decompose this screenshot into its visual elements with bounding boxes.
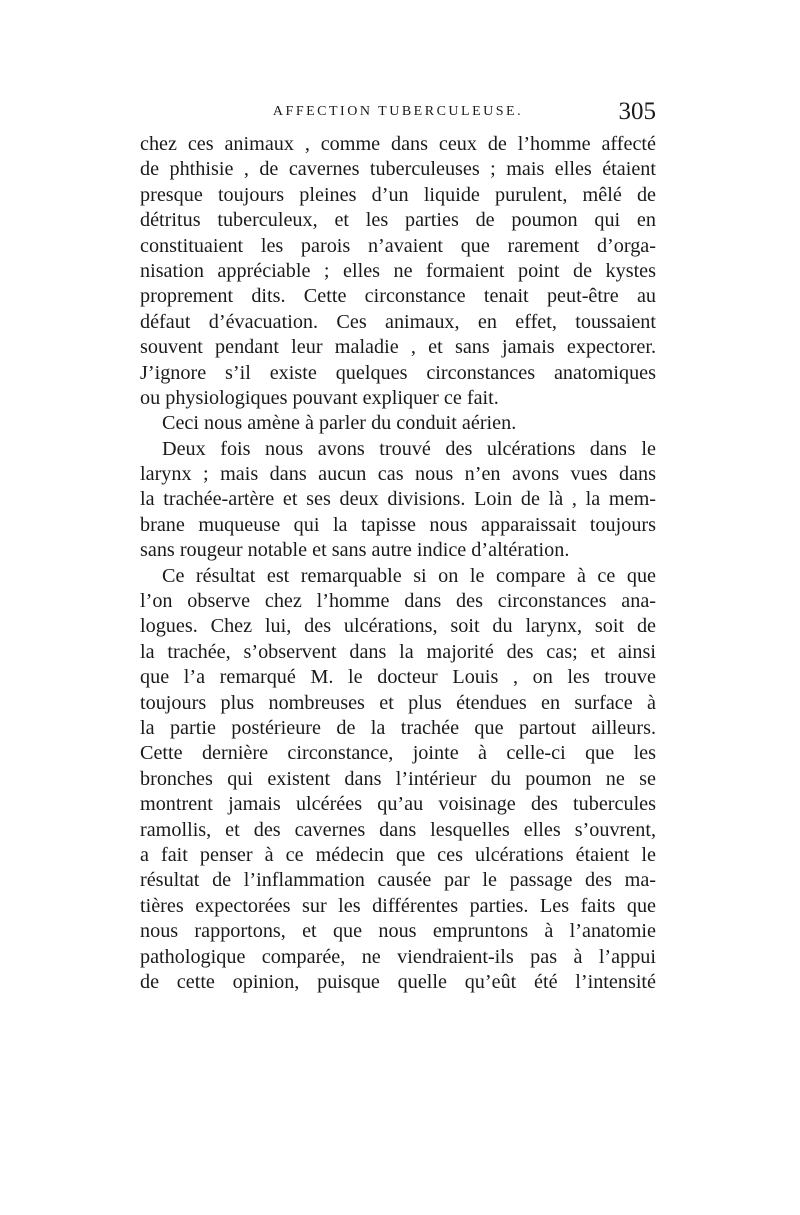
- text-line: détritus tuberculeux, et les parties de poumon qui en: [140, 209, 656, 232]
- text-line: souvent pendant leur maladie , et sans jamais expectorer.: [140, 336, 656, 359]
- text-line: de cette opinion, puisque quelle qu’eût été l’intensité: [140, 970, 656, 993]
- running-title: AFFECTION TUBERCULEUSE.: [272, 104, 524, 119]
- text-line: montrent jamais ulcérées qu’au voisinage des tubercules: [140, 793, 656, 816]
- text-line: de phthisie , de cavernes tuberculeuses ; mais elles étaient: [140, 158, 656, 181]
- text-line: presque toujours pleines d’un liquide purulent, mêlé de: [140, 183, 656, 206]
- text-line: J’ignore s’il existe quelques circonstances anatomiques: [140, 361, 656, 384]
- text-line: larynx ; mais dans aucun cas nous n’en avons vues dans: [140, 463, 656, 486]
- text-line: proprement dits. Cette circonstance tenait peut-être au: [140, 285, 656, 308]
- text-line: défaut d’évacuation. Ces animaux, en effet, toussaient: [140, 310, 656, 333]
- text-line: tières expectorées sur les différentes parties. Les faits que: [140, 894, 656, 917]
- body-text: [140, 132, 656, 995]
- text-line: bronches qui existent dans l’intérieur du poumon ne se: [140, 767, 656, 790]
- text-line: la trachée, s’observent dans la majorité des cas; et ainsi: [140, 640, 656, 663]
- text-line: pathologique comparée, ne viendraient-ils pas à l’appui: [140, 945, 656, 968]
- text-line: constituaient les parois n’avaient que rarement d’orga-: [140, 234, 656, 257]
- text-line: la partie postérieure de la trachée que partout ailleurs.: [140, 716, 656, 739]
- text-line: brane muqueuse qui la tapisse nous apparaissait toujours: [140, 513, 656, 536]
- text-line: toujours plus nombreuses et plus étendues en surface à: [140, 691, 656, 714]
- text-line: a fait penser à ce médecin que ces ulcérations étaient le: [140, 843, 656, 866]
- text-line: Cette dernière circonstance, jointe à celle-ci que les: [140, 742, 656, 765]
- text-line: résultat de l’inflammation causée par le passage des ma-: [140, 869, 656, 892]
- text-line: ou physiologiques pouvant expliquer ce fait.: [140, 386, 499, 409]
- text-line: la trachée-artère et ses deux divisions. Loin de là , la mem-: [140, 488, 656, 511]
- running-head: [140, 98, 656, 128]
- text-line: logues. Chez lui, des ulcérations, soit du larynx, soit de: [140, 615, 656, 638]
- text-line: Ce résultat est remarquable si on le compare à ce que: [162, 564, 656, 587]
- text-line: ramollis, et des cavernes dans lesquelles elles s’ouvrent,: [140, 818, 656, 841]
- text-line: sans rougeur notable et sans autre indice d’altération.: [140, 539, 570, 562]
- text-line: que l’a remarqué M. le docteur Louis , on les trouve: [140, 666, 656, 689]
- text-line: Ceci nous amène à parler du conduit aérien.: [162, 412, 517, 435]
- text-line: l’on observe chez l’homme dans des circonstances ana-: [140, 590, 656, 613]
- text-line: nisation appréciable ; elles ne formaient point de kystes: [140, 259, 656, 282]
- text-line: chez ces animaux , comme dans ceux de l’homme affecté: [140, 133, 656, 155]
- page-number: 305: [618, 98, 656, 125]
- text-line: nous rapportons, et que nous empruntons à l’anatomie: [140, 920, 656, 943]
- text-line: Deux fois nous avons trouvé des ulcérations dans le: [162, 437, 656, 460]
